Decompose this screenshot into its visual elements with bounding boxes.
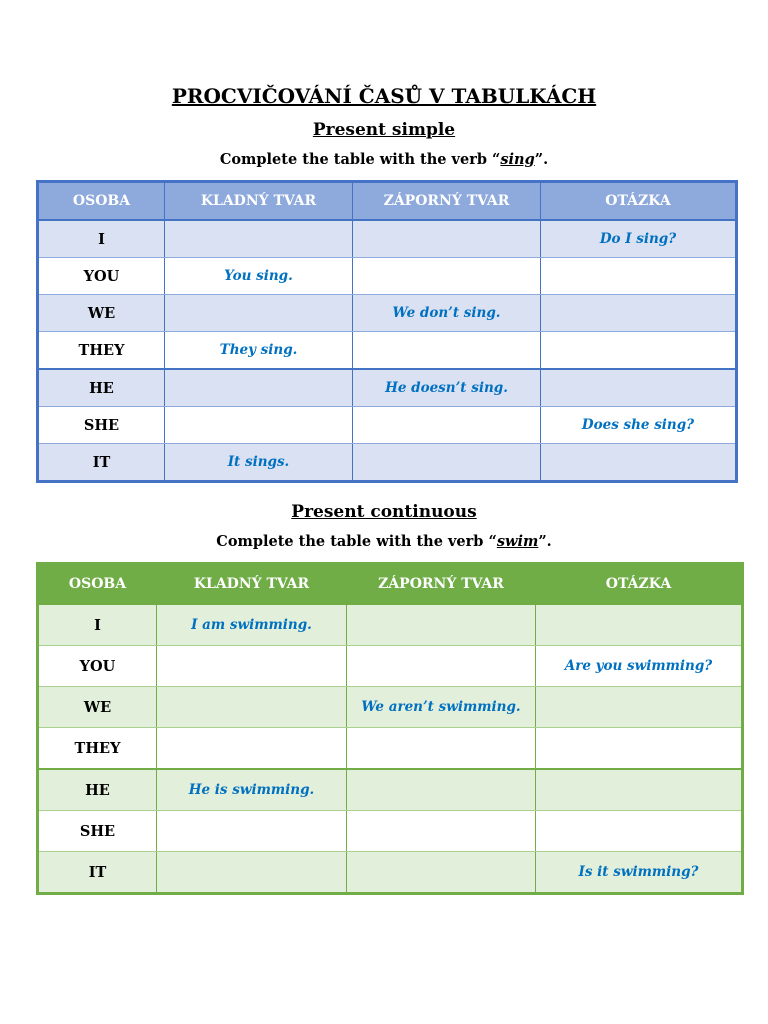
negative-cell[interactable] [347, 728, 536, 770]
question-cell[interactable] [536, 728, 743, 770]
verb: swim [496, 533, 539, 550]
header-kladny-tvar: KLADNÝ TVAR [165, 182, 353, 221]
question-cell[interactable] [536, 687, 743, 728]
negative-cell[interactable] [347, 811, 536, 852]
table-row [38, 258, 737, 295]
instruction-present-continuous [0, 533, 768, 550]
person-cell: THEY [38, 332, 165, 370]
question-cell[interactable]: Are you swimming? [536, 646, 743, 687]
person-cell: I [38, 604, 157, 646]
person-cell: SHE [38, 407, 165, 444]
table-row [38, 728, 743, 770]
table-row [38, 295, 737, 332]
instruction-present-simple [0, 151, 768, 168]
table-row [38, 687, 743, 728]
header-otazka: OTÁZKA [541, 182, 737, 221]
positive-cell[interactable] [165, 220, 353, 258]
person-cell: WE [38, 687, 157, 728]
negative-cell[interactable] [353, 220, 541, 258]
negative-cell[interactable] [353, 407, 541, 444]
question-cell[interactable] [536, 769, 743, 811]
present-continuous-table [36, 562, 744, 895]
section-heading-present-simple: Present simple [312, 120, 456, 140]
instruction-text: Complete the table with the verb “ [216, 533, 497, 550]
negative-cell[interactable] [347, 852, 536, 894]
header-zaporny-tvar: ZÁPORNÝ TVAR [347, 564, 536, 605]
header-kladny-tvar: KLADNÝ TVAR [157, 564, 347, 605]
person-cell: HE [38, 369, 165, 407]
table-row [38, 407, 737, 444]
section-heading-present-continuous: Present continuous [291, 502, 477, 522]
question-cell[interactable]: Do I sing? [541, 220, 737, 258]
page-title: PROCVIČOVÁNÍ ČASŮ V TABULKÁCH [171, 84, 597, 108]
positive-cell[interactable]: I am swimming. [157, 604, 347, 646]
table-header-row [38, 564, 743, 605]
instruction-end: ”. [538, 533, 552, 550]
table-row [38, 369, 737, 407]
question-cell[interactable] [536, 604, 743, 646]
positive-cell[interactable]: They sing. [165, 332, 353, 370]
table-row [38, 769, 743, 811]
person-cell: THEY [38, 728, 157, 770]
negative-cell[interactable] [347, 769, 536, 811]
person-cell: YOU [38, 646, 157, 687]
table-row [38, 604, 743, 646]
positive-cell[interactable]: It sings. [165, 444, 353, 482]
table-row [38, 220, 737, 258]
table-row [38, 811, 743, 852]
question-cell[interactable] [541, 258, 737, 295]
table-header-row [38, 182, 737, 221]
instruction-text: Complete the table with the verb “ [219, 151, 501, 168]
question-cell[interactable] [541, 444, 737, 482]
table-row [38, 852, 743, 894]
negative-cell[interactable] [353, 444, 541, 482]
positive-cell[interactable] [165, 369, 353, 407]
present-simple-table [36, 180, 738, 483]
question-cell[interactable]: Does she sing? [541, 407, 737, 444]
person-cell: I [38, 220, 165, 258]
person-cell: SHE [38, 811, 157, 852]
negative-cell[interactable]: We don’t sing. [353, 295, 541, 332]
question-cell[interactable] [541, 369, 737, 407]
positive-cell[interactable] [157, 852, 347, 894]
question-cell[interactable] [541, 295, 737, 332]
table-row [38, 444, 737, 482]
positive-cell[interactable] [157, 646, 347, 687]
header-otazka: OTÁZKA [536, 564, 743, 605]
header-osoba: OSOBA [38, 182, 165, 221]
instruction-end: ”. [534, 151, 549, 168]
negative-cell[interactable]: He doesn’t sing. [353, 369, 541, 407]
question-cell[interactable] [541, 332, 737, 370]
positive-cell[interactable] [157, 687, 347, 728]
positive-cell[interactable] [165, 295, 353, 332]
negative-cell[interactable] [353, 258, 541, 295]
header-osoba: OSOBA [38, 564, 157, 605]
person-cell: IT [38, 852, 157, 894]
positive-cell[interactable] [157, 811, 347, 852]
question-cell[interactable] [536, 811, 743, 852]
person-cell: WE [38, 295, 165, 332]
positive-cell[interactable]: You sing. [165, 258, 353, 295]
positive-cell[interactable] [165, 407, 353, 444]
question-cell[interactable]: Is it swimming? [536, 852, 743, 894]
header-zaporny-tvar: ZÁPORNÝ TVAR [353, 182, 541, 221]
positive-cell[interactable] [157, 728, 347, 770]
negative-cell[interactable] [347, 646, 536, 687]
negative-cell[interactable] [347, 604, 536, 646]
positive-cell[interactable]: He is swimming. [157, 769, 347, 811]
person-cell: IT [38, 444, 165, 482]
verb: sing [500, 151, 535, 168]
table-row [38, 332, 737, 370]
table-row [38, 646, 743, 687]
person-cell: YOU [38, 258, 165, 295]
person-cell: HE [38, 769, 157, 811]
negative-cell[interactable] [353, 332, 541, 370]
negative-cell[interactable]: We aren’t swimming. [347, 687, 536, 728]
